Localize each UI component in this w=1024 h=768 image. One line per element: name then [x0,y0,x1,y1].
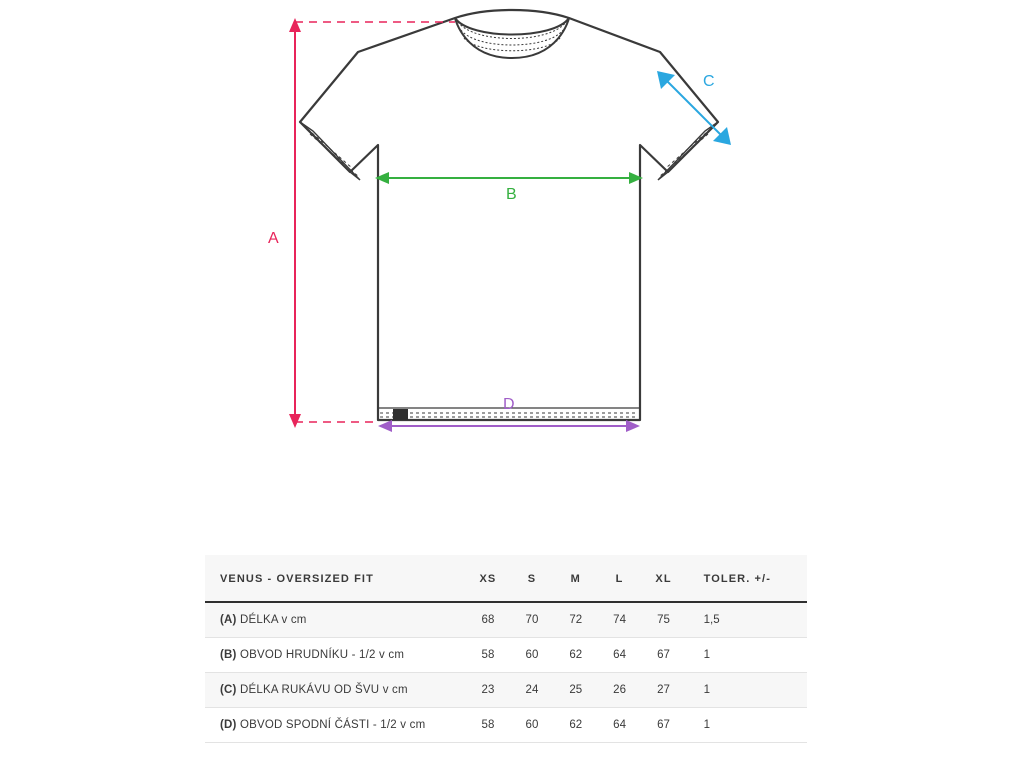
row-code-c: (C) [220,684,237,696]
table-row [205,708,807,743]
dimension-label-c: C [703,73,716,90]
row-desc-a: DÉLKA [239,614,279,626]
row-code-d: (D) [220,719,237,731]
row-code-b: (B) [220,649,237,661]
cell-d-xl: 67 [641,708,685,743]
cell-a-m: 72 [554,602,598,638]
cell-d-l: 64 [598,708,642,743]
table-header-row [205,555,807,602]
column-header-m: M [554,555,598,602]
cell-a-xs: 68 [466,602,510,638]
dimension-label-a: A [268,230,280,247]
row-label-c [205,673,466,708]
row-unit-c: v cm [382,684,408,696]
row-label-b [205,638,466,673]
cell-d-tolerance: 1 [686,708,807,743]
row-desc-c: DÉLKA RUKÁVU OD ŠVU [239,684,380,696]
column-header-tolerance: TOLER. +/- [686,555,807,602]
table-row [205,673,807,708]
cell-b-m: 62 [554,638,598,673]
column-header-s: S [510,555,554,602]
dimension-d-arrow [378,420,640,432]
cell-b-xs: 58 [466,638,510,673]
table-row [205,638,807,673]
cell-d-m: 62 [554,708,598,743]
row-desc-d: OBVOD SPODNÍ ČÁSTI - 1/2 [239,719,397,731]
cell-a-tolerance: 1,5 [686,602,807,638]
tshirt-outline [300,10,718,420]
cell-d-xs: 58 [466,708,510,743]
column-header-l: L [598,555,642,602]
row-code-a: (A) [220,614,237,626]
cell-c-s: 24 [510,673,554,708]
cell-b-s: 60 [510,638,554,673]
column-header-xs: XS [466,555,510,602]
cell-c-m: 25 [554,673,598,708]
size-table-body [205,602,807,743]
cell-b-tolerance: 1 [686,638,807,673]
table-row [205,602,807,638]
cell-a-l: 74 [598,602,642,638]
table-title: VENUS - OVERSIZED FIT [205,555,466,602]
row-unit-d: v cm [400,719,426,731]
cell-b-xl: 67 [641,638,685,673]
dimension-label-d: D [503,396,516,413]
row-label-d [205,708,466,743]
cell-c-xl: 27 [641,673,685,708]
row-desc-b: OBVOD HRUDNÍKU - 1/2 [239,649,376,661]
size-table [205,555,807,743]
row-unit-b: v cm [379,649,405,661]
cell-a-s: 70 [510,602,554,638]
cell-c-xs: 23 [466,673,510,708]
column-header-xl: XL [641,555,685,602]
size-table-container [205,555,807,743]
cell-a-xl: 75 [641,602,685,638]
cell-c-tolerance: 1 [686,673,807,708]
dimension-label-b: B [506,186,518,203]
row-unit-a: v cm [281,614,307,626]
row-label-a [205,602,466,638]
size-table-head [205,555,807,602]
cell-c-l: 26 [598,673,642,708]
cell-d-s: 60 [510,708,554,743]
cell-b-l: 64 [598,638,642,673]
